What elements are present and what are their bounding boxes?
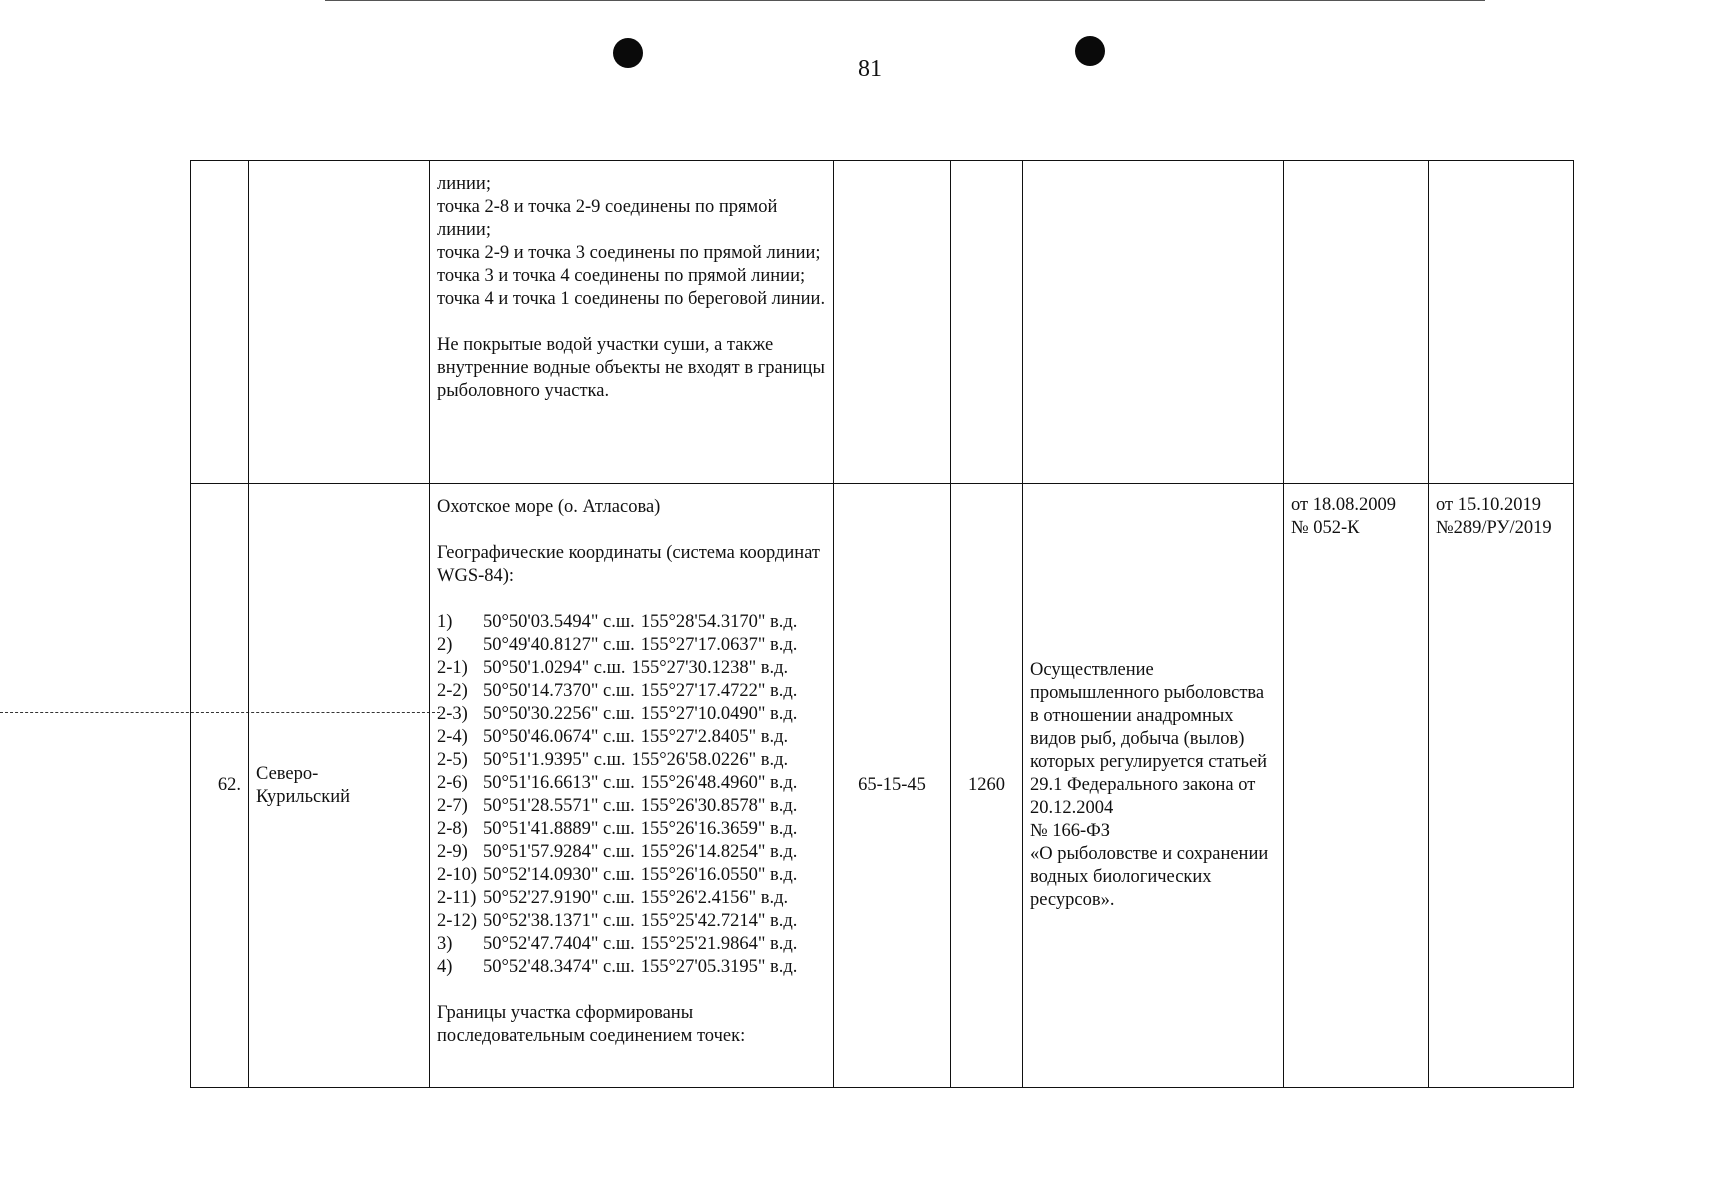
decision-reference: от 15.10.2019 №289/РУ/2019 <box>1429 484 1574 1088</box>
point-lon: 155°28'54.3170" в.д. <box>640 612 798 632</box>
coordinate-point <box>437 611 826 634</box>
point-idx: 2-11) <box>437 888 477 908</box>
coordinate-point <box>437 657 826 680</box>
boundary-line: точка 2-9 и точка 3 соединены по прямой линии; <box>437 243 821 263</box>
formation-text: Границы участка сформированы последовательным соединением точек: <box>437 1003 746 1046</box>
boundary-line: точка 3 и точка 4 соединены по прямой линии; <box>437 266 806 286</box>
cell-boundary-continued <box>430 161 834 484</box>
boundary-line: точка 4 и точка 1 соединены по береговой линии. <box>437 289 826 309</box>
district-name: Северо- Курильский <box>249 484 430 1088</box>
point-idx: 2-4) <box>437 727 468 747</box>
point-lat: 50°49'40.8127" с.ш. <box>483 635 635 655</box>
point-lat: 50°50'1.0294" с.ш. <box>483 658 626 678</box>
coordinate-point <box>437 634 826 657</box>
agreement-reference: от 18.08.2009 № 052-К <box>1284 484 1429 1088</box>
point-idx: 2-10) <box>437 865 478 885</box>
point-lon: 155°27'2.8405" в.д. <box>640 727 789 747</box>
point-lon: 155°27'17.0637" в.д. <box>640 635 798 655</box>
point-idx: 2-9) <box>437 842 468 862</box>
point-lon: 155°26'14.8254" в.д. <box>640 842 798 862</box>
point-lon: 155°26'16.3659" в.д. <box>640 819 798 839</box>
point-lon: 155°27'30.1238" в.д. <box>631 658 789 678</box>
boundary-line: точка 2-8 и точка 2-9 соединены по прямой линии; <box>437 197 778 240</box>
table-row-62 <box>191 484 1574 1088</box>
coordinate-point <box>437 680 826 703</box>
coordinate-point <box>437 841 826 864</box>
coord-system-label: Географические координаты (система координат WGS-84): <box>437 543 821 586</box>
cell-decision-empty <box>1429 161 1574 484</box>
point-lat: 50°52'48.3474" с.ш. <box>483 957 635 977</box>
boundary-line: линии; <box>437 174 491 194</box>
cell-purpose-empty <box>1023 161 1284 484</box>
point-idx: 2) <box>437 635 453 655</box>
point-lat: 50°52'14.0930" с.ш. <box>483 865 635 885</box>
cell-boundary-description <box>430 484 834 1088</box>
point-lon: 155°27'17.4722" в.д. <box>640 681 798 701</box>
page-number: 81 <box>858 56 882 82</box>
point-idx: 2-5) <box>437 750 468 770</box>
boundary-note: Не покрытые водой участки суши, а также внутренние водные объекты не входят в границы рыболовного участка. <box>437 335 825 401</box>
point-lon: 155°26'58.0226" в.д. <box>631 750 789 770</box>
table-row-continued <box>191 161 1574 484</box>
coordinate-point <box>437 864 826 887</box>
point-lat: 50°52'27.9190" с.ш. <box>483 888 635 908</box>
point-lon: 155°26'48.4960" в.д. <box>640 773 798 793</box>
point-lat: 50°51'28.5571" с.ш. <box>483 796 635 816</box>
cell-district-empty <box>249 161 430 484</box>
registry-table <box>190 160 1574 1088</box>
point-lon: 155°27'05.3195" в.д. <box>640 957 798 977</box>
coordinate-point <box>437 818 826 841</box>
point-lon: 155°27'10.0490" в.д. <box>640 704 798 724</box>
point-idx: 3) <box>437 934 453 954</box>
cell-agreement-empty <box>1284 161 1429 484</box>
water-body-name: Охотское море (о. Атласова) <box>437 497 661 517</box>
coordinates-list <box>437 611 826 979</box>
coordinate-point <box>437 703 826 726</box>
coordinate-point <box>437 749 826 772</box>
point-lon: 155°26'16.0550" в.д. <box>640 865 798 885</box>
point-lat: 50°52'38.1371" с.ш. <box>483 911 635 931</box>
cell-area-empty <box>951 161 1023 484</box>
point-lat: 50°50'30.2256" с.ш. <box>483 704 635 724</box>
point-lon: 155°26'2.4156" в.д. <box>640 888 789 908</box>
point-idx: 2-6) <box>437 773 468 793</box>
coordinate-point <box>437 726 826 749</box>
coordinate-point <box>437 956 826 979</box>
point-lat: 50°51'57.9284" с.ш. <box>483 842 635 862</box>
point-idx: 2-3) <box>437 704 468 724</box>
coordinate-point <box>437 887 826 910</box>
row-number: 62. <box>191 484 249 1088</box>
point-idx: 4) <box>437 957 453 977</box>
punch-hole-left <box>613 38 643 68</box>
boundary-lines <box>437 173 826 311</box>
cell-number-empty <box>191 161 249 484</box>
point-lat: 50°50'03.5494" с.ш. <box>483 612 635 632</box>
coordinate-point <box>437 772 826 795</box>
point-idx: 2-1) <box>437 658 468 678</box>
point-idx: 2-7) <box>437 796 468 816</box>
point-lon: 155°25'21.9864" в.д. <box>640 934 798 954</box>
point-idx: 2-12) <box>437 911 478 931</box>
point-lat: 50°51'1.9395" с.ш. <box>483 750 626 770</box>
point-lat: 50°51'41.8889" с.ш. <box>483 819 635 839</box>
point-idx: 2-8) <box>437 819 468 839</box>
point-lon: 155°26'30.8578" в.д. <box>640 796 798 816</box>
point-lat: 50°50'14.7370" с.ш. <box>483 681 635 701</box>
scan-top-edge <box>325 0 1485 1</box>
cell-code-empty <box>834 161 951 484</box>
coordinate-point <box>437 795 826 818</box>
coordinate-point <box>437 910 826 933</box>
point-idx: 1) <box>437 612 453 632</box>
point-lat: 50°50'46.0674" с.ш. <box>483 727 635 747</box>
parcel-code: 65-15-45 <box>834 484 951 1088</box>
coordinate-point <box>437 933 826 956</box>
point-lon: 155°25'42.7214" в.д. <box>640 911 798 931</box>
point-lat: 50°51'16.6613" с.ш. <box>483 773 635 793</box>
fishing-purpose: Осуществление промышленного рыболовства в отношении анадромных видов рыб, добыча (вылов) которых регулируется статьей 29.1 Федерального закона от 20.12.2004 № 166-ФЗ «О рыболовстве и сохранении водных биологических ресурсов». <box>1023 484 1284 1088</box>
parcel-area: 1260 <box>951 484 1023 1088</box>
punch-hole-right <box>1075 36 1105 66</box>
point-idx: 2-2) <box>437 681 468 701</box>
point-lat: 50°52'47.7404" с.ш. <box>483 934 635 954</box>
